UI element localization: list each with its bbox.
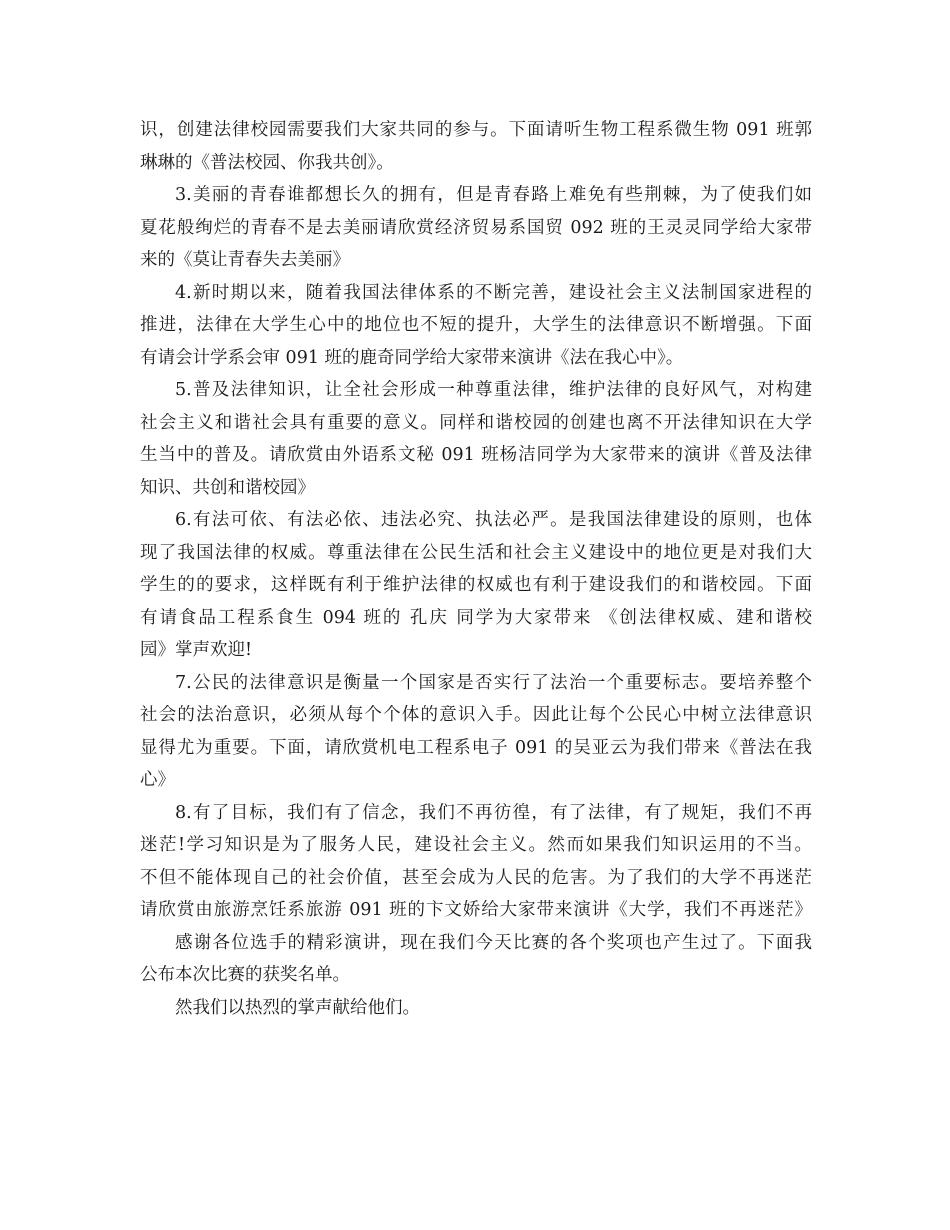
text-line: 心》 (140, 770, 175, 790)
paragraph-6-start: 6.有法可依、有法必依、违法必究、执法必严。是我国法律建设的原则，也体 (175, 510, 812, 530)
text-line: 来的《莫让青春失去美丽》 (140, 250, 350, 270)
text-line: 琳琳的《普法校园、你我共创》。 (140, 152, 394, 173)
text-line: 不但不能体现自己的社会价值，甚至会成为人民的危害。为了我们的大学不再迷茫 (140, 867, 812, 888)
paragraph-7-start: 7.公民的法律意识是衡量一个国家是否实行了法治一个重要标志。要培养整个 (175, 672, 812, 693)
text-line: 迷茫!学习知识是为了服务人民，建设社会主义。然而如果我们知识运用的不当。 (140, 835, 812, 855)
text-line: 夏花般绚烂的青春不是去美丽请欣赏经济贸易系国贸 092 班的王灵灵同学给大家带 (140, 217, 812, 238)
paragraph-8-start: 8.有了目标，我们有了信念，我们不再彷徨，有了法律，有了规矩，我们不再 (175, 802, 812, 823)
text-line: 社会主义和谐社会具有重要的意义。同样和谐校园的创建也离不开法律知识在大学 (140, 412, 812, 433)
text-line: 生当中的普及。请欣赏由外语系文秘 091 班杨洁同学为大家带来的演讲《普及法律 (140, 445, 812, 465)
text-line: 请欣赏由旅游烹饪系旅游 091 班的卞文娇给大家带来演讲《大学，我们不再迷茫》 (140, 900, 812, 920)
text-line: 有请会计学系会审 091 班的鹿奇同学给大家带来演讲《法在我心中》。 (140, 347, 684, 368)
text-line: 显得尤为重要。下面，请欣赏机电工程系电子 091 的吴亚云为我们带来《普法在我 (140, 737, 812, 758)
text-line: 公布本次比赛的获奖名单。 (140, 965, 350, 985)
document-body (140, 114, 812, 1024)
text-line: 有请食品工程系食生 094 班的 孔庆 同学为大家带来 《创法律权威、建和谐校 (140, 607, 812, 628)
paragraph-thanks-start: 感谢各位选手的精彩演讲，现在我们今天比赛的各个奖项也产生过了。下面我 (175, 932, 812, 953)
text-line: 知识、共创和谐校园》 (140, 477, 315, 498)
paragraph-closing: 然我们以热烈的掌声献给他们。 (175, 997, 420, 1018)
paragraph-4-start: 4.新时期以来，随着我国法律体系的不断完善，建设社会主义法制国家进程的 (175, 282, 812, 303)
text-line: 园》掌声欢迎! (140, 640, 253, 660)
text-line: 推进，法律在大学生心中的地位也不短的提升，大学生的法律意识不断增强。下面 (140, 315, 812, 335)
paragraph-3-start: 3.美丽的青春谁都想长久的拥有，但是青春路上难免有些荆棘，为了使我们如 (175, 185, 812, 205)
text-line: 现了我国法律的权威。尊重法律在公民生活和社会主义建设中的地位更是对我们大 (140, 542, 812, 563)
text-line: 社会的法治意识，必须从每个个体的意识入手。因此让每个公民心中树立法律意识 (140, 705, 812, 725)
text-line: 学生的的要求，这样既有利于维护法律的权威也有利于建设我们的和谐校园。下面 (140, 575, 812, 595)
text-line: 识，创建法律校园需要我们大家共同的参与。下面请听生物工程系微生物 091 班郭 (140, 120, 812, 140)
paragraph-5-start: 5.普及法律知识，让全社会形成一种尊重法律，维护法律的良好风气，对构建 (175, 380, 812, 400)
